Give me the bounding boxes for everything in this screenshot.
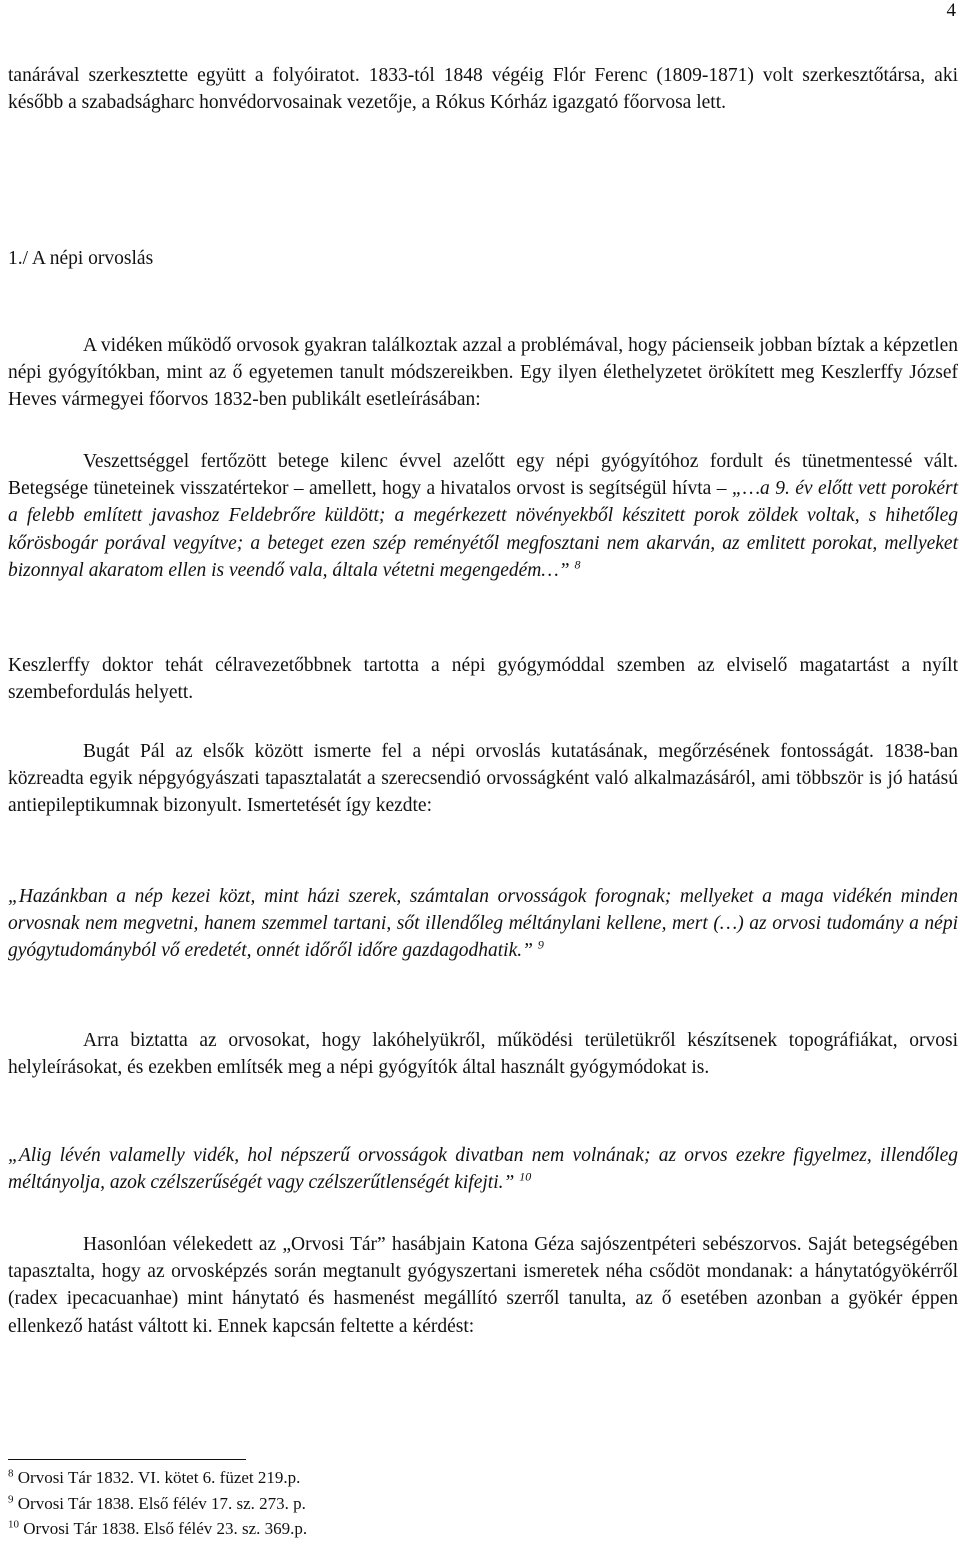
footnote-ref-10[interactable]: 10 <box>519 1169 532 1184</box>
case-quote: „…a 9. év előtt vett porokért a felebb említett javashoz Feldebrőre küldött; a megérkezett növényekből készitett porok zöldek voltak, s hihetőleg kőrösbogár porával vegyítve; a beteget ezen szép reményétől megfosztani nem akarván, az emlitett porokat, mellyeket bizonnyal akaratom ellen is veendő vala, általa vétetni megengedém…” <box>8 478 958 581</box>
page-number: 4 <box>946 0 956 21</box>
footnote-number: 10 <box>8 1518 19 1531</box>
paragraph-topographies: Arra biztatta az orvosokat, hogy lakóhelyükről, működési területükről készítsenek topográfiákat, orvosi helyleírásokat, és ezekben említsék meg a népi gyógyítók által használt gyógymódokat is. <box>8 1030 958 1079</box>
quote-bugat <box>8 883 958 965</box>
paragraph-rural-doctors: A vidéken működő orvosok gyakran találkoztak azzal a problémával, hogy pácienseik jobban bíztak a képzetlen népi gyógyítókban, mint az ő egyetemen tanult módszereikben. Egy ilyen élethelyzetet örökített meg Keszlerffy József Heves vármegyei főorvos 1832-ben publikált esetleírásában: <box>8 335 958 411</box>
footnote-8 <box>8 1465 908 1491</box>
footnote-separator <box>8 1459 246 1460</box>
footnote-ref-9[interactable]: 9 <box>537 937 544 952</box>
footnote-number: 8 <box>8 1467 14 1480</box>
paragraph-bugat: Bugát Pál az elsők között ismerte fel a népi orvoslás kutatásának, megőrzésének fontosságát. 1838-ban közreadta egyik népgyógyászati tapasztalatát a szerecsendió orvosságként való alkalmazásáról, ami többször is jó hatású antiepileptikumnak bizonyult. Ismertetését így kezdte: <box>8 741 958 817</box>
paragraph-keszlerffy: Keszlerffy doktor tehát célravezetőbbnek tartotta a népi gyógymóddal szemben az elviselő magatartást a nyílt szembefordulás helyett. <box>8 655 958 704</box>
quote-popular-remedies <box>8 1142 958 1196</box>
section-heading: 1./ A népi orvoslás <box>8 248 154 269</box>
paragraph-katona: Hasonlóan vélekedett az „Orvosi Tár” hasábjain Katona Géza sajószentpéteri sebészorvos. Saját betegségében tapasztalta, hogy az orvosképzés során megtanult gyógyszertani ismeretek néha csődöt mondanak: a hánytatógyökérről (radex ipecacuanhae) mint hánytató és hasmenést megállító szerről tanulta, az ő esetében azonban a gyökér éppen ellenkező hatást váltott ki. Ennek kapcsán feltette a kérdést: <box>8 1234 958 1337</box>
footnote-number: 9 <box>8 1492 14 1505</box>
footnotes <box>8 1465 908 1542</box>
quote-popular-remedies-text: „Alig lévén valamelly vidék, hol népszerű orvosságok divatban nem volnának; az orvos ezekre figyelmez, illendőleg méltányolja, azok czélszerűségét vagy czélszerűtlenségét kifejti.” <box>8 1145 958 1194</box>
footnote-9 <box>8 1491 908 1517</box>
footnote-text: Orvosi Tár 1838. Első félév 23. sz. 369.p. <box>23 1519 308 1539</box>
footnote-text: Orvosi Tár 1838. Első félév 17. sz. 273. p. <box>17 1493 306 1513</box>
footnote-ref-8[interactable]: 8 <box>574 557 581 572</box>
case-text: Veszettséggel fertőzött betege kilenc évvel azelőtt egy népi gyógyítóhoz fordult és tünetmentessé vált. Betegsége tüneteinek visszatértekor – amellett, hogy a hivatalos orvost is segítségül hívta – <box>8 451 958 500</box>
paragraph-case <box>8 448 958 584</box>
footnote-10 <box>8 1516 908 1542</box>
quote-bugat-text: „Hazánkban a nép kezei közt, mint házi szerek, számtalan orvosságok forognak; mellyeket a maga vidékén minden orvosnak nem megvetni, hanem szemmel tartani, sőt illendőleg méltánylani kellene, mert (…) az orvosi tudomány a népi gyógytudományból vő eredetét, onnét időről időre gazdagodhatik.” <box>8 886 958 962</box>
footnote-text: Orvosi Tár 1832. VI. kötet 6. füzet 219.p. <box>17 1468 301 1487</box>
paragraph-intro: tanárával szerkesztette együtt a folyóiratot. 1833-tól 1848 végéig Flór Ferenc (1809-1871) volt szerkesztőtársa, aki később a szabadságharc honvédorvosainak vezetője, a Rókus Kórház igazgató főorvosa lett. <box>8 65 958 114</box>
